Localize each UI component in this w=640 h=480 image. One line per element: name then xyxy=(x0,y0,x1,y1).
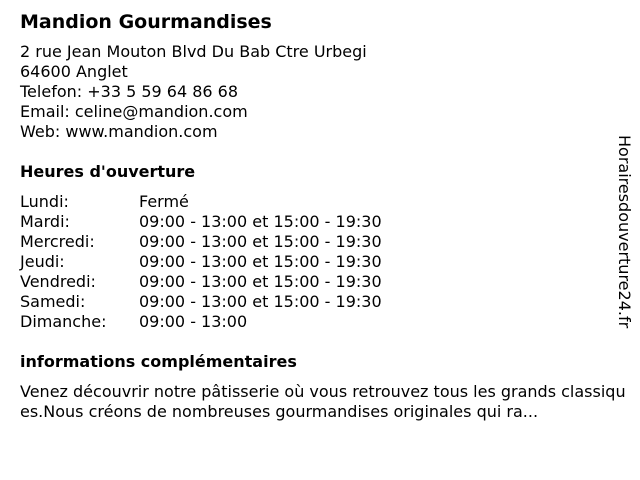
phone-line: Telefon: +33 5 59 64 86 68 xyxy=(20,82,239,101)
hours-row-wednesday xyxy=(20,232,382,252)
email-line: Email: celine@mandion.com xyxy=(20,102,248,121)
hours-day: Jeudi: xyxy=(20,252,65,271)
hours-time: 09:00 - 13:00 et 15:00 - 19:30 xyxy=(139,292,382,311)
hours-row-friday xyxy=(20,272,382,292)
opening-hours-heading: Heures d'ouverture xyxy=(20,162,196,181)
hours-row-sunday xyxy=(20,312,382,332)
contact-block xyxy=(20,42,624,142)
hours-time: 09:00 - 13:00 et 15:00 - 19:30 xyxy=(139,212,382,231)
hours-day: Dimanche: xyxy=(20,312,107,331)
opening-hours-table xyxy=(20,192,382,332)
web-line: Web: www.mandion.com xyxy=(20,122,218,141)
address-city: 64600 Anglet xyxy=(20,62,128,81)
address-street: 2 rue Jean Mouton Blvd Du Bab Ctre Urbegi xyxy=(20,42,367,61)
hours-day: Mardi: xyxy=(20,212,70,231)
additional-info-heading: informations complémentaires xyxy=(20,352,297,371)
hours-day: Mercredi: xyxy=(20,232,95,251)
hours-row-thursday xyxy=(20,252,382,272)
site-watermark: Horairesdouverture24.fr xyxy=(615,135,634,329)
hours-time: Fermé xyxy=(139,192,189,211)
hours-time: 09:00 - 13:00 et 15:00 - 19:30 xyxy=(139,232,382,251)
hours-row-saturday xyxy=(20,292,382,312)
hours-day: Lundi: xyxy=(20,192,69,211)
business-name: Mandion Gourmandises xyxy=(20,11,272,33)
hours-row-monday xyxy=(20,192,382,212)
hours-time: 09:00 - 13:00 xyxy=(139,312,248,331)
business-card xyxy=(20,10,624,422)
hours-row-tuesday xyxy=(20,212,382,232)
additional-info-text: Venez découvrir notre pâtisserie où vous retrouvez tous les grands classiques.Nous créons de nombreuses gourmandises originales qui ra... xyxy=(20,382,626,421)
hours-time: 09:00 - 13:00 et 15:00 - 19:30 xyxy=(139,252,382,271)
hours-day: Samedi: xyxy=(20,292,86,311)
hours-time: 09:00 - 13:00 et 15:00 - 19:30 xyxy=(139,272,382,291)
hours-day: Vendredi: xyxy=(20,272,96,291)
